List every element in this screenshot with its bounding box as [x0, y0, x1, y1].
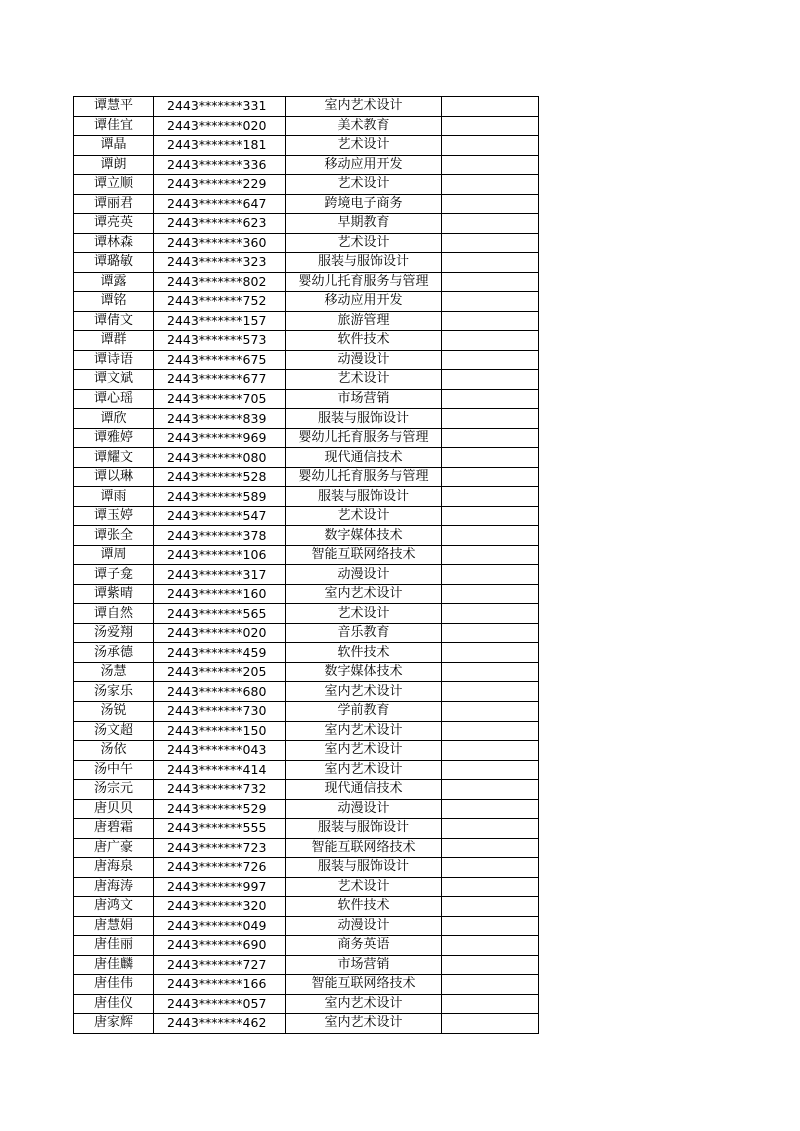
table-row [74, 623, 539, 643]
student-name-cell: 谭子龛 [74, 565, 154, 585]
remarks-cell [442, 780, 539, 800]
student-id-cell: 2443*******020 [154, 116, 286, 136]
table-row [74, 838, 539, 858]
remarks-cell [442, 897, 539, 917]
table-row [74, 643, 539, 663]
student-name-cell: 谭雅婷 [74, 428, 154, 448]
table-row [74, 799, 539, 819]
table-row [74, 955, 539, 975]
major-cell: 学前教育 [286, 701, 442, 721]
major-cell: 软件技术 [286, 897, 442, 917]
student-roster-table [73, 96, 539, 1034]
student-id-cell: 2443*******166 [154, 975, 286, 995]
major-cell: 音乐教育 [286, 623, 442, 643]
major-cell: 室内艺术设计 [286, 760, 442, 780]
major-cell: 智能互联网络技术 [286, 838, 442, 858]
major-cell: 服装与服饰设计 [286, 253, 442, 273]
table-row [74, 370, 539, 390]
student-name-cell: 谭璐敏 [74, 253, 154, 273]
remarks-cell [442, 428, 539, 448]
major-cell: 动漫设计 [286, 916, 442, 936]
remarks-cell [442, 936, 539, 956]
remarks-cell [442, 643, 539, 663]
major-cell: 数字媒体技术 [286, 662, 442, 682]
major-cell: 移动应用开发 [286, 155, 442, 175]
remarks-cell [442, 682, 539, 702]
student-id-cell: 2443*******547 [154, 506, 286, 526]
major-cell: 动漫设计 [286, 799, 442, 819]
remarks-cell [442, 1014, 539, 1034]
student-name-cell: 谭亮英 [74, 214, 154, 234]
remarks-cell [442, 955, 539, 975]
major-cell: 服装与服饰设计 [286, 409, 442, 429]
remarks-cell [442, 623, 539, 643]
student-id-cell: 2443*******320 [154, 897, 286, 917]
major-cell: 室内艺术设计 [286, 741, 442, 761]
table-row [74, 506, 539, 526]
table-row [74, 877, 539, 897]
remarks-cell [442, 819, 539, 839]
remarks-cell [442, 916, 539, 936]
student-id-cell: 2443*******106 [154, 545, 286, 565]
student-name-cell: 唐佳仪 [74, 994, 154, 1014]
student-id-cell: 2443*******680 [154, 682, 286, 702]
student-name-cell: 汤中午 [74, 760, 154, 780]
student-id-cell: 2443*******378 [154, 526, 286, 546]
student-id-cell: 2443*******462 [154, 1014, 286, 1034]
table-row [74, 233, 539, 253]
major-cell: 艺术设计 [286, 506, 442, 526]
student-id-cell: 2443*******157 [154, 311, 286, 331]
student-id-cell: 2443*******459 [154, 643, 286, 663]
student-name-cell: 汤家乐 [74, 682, 154, 702]
remarks-cell [442, 721, 539, 741]
remarks-cell [442, 97, 539, 117]
student-id-cell: 2443*******555 [154, 819, 286, 839]
table-row [74, 721, 539, 741]
remarks-cell [442, 350, 539, 370]
student-name-cell: 唐佳丽 [74, 936, 154, 956]
student-name-cell: 谭耀文 [74, 448, 154, 468]
major-cell: 现代通信技术 [286, 448, 442, 468]
student-name-cell: 谭雨 [74, 487, 154, 507]
student-id-cell: 2443*******317 [154, 565, 286, 585]
major-cell: 软件技术 [286, 331, 442, 351]
remarks-cell [442, 448, 539, 468]
major-cell: 服装与服饰设计 [286, 858, 442, 878]
table-row [74, 936, 539, 956]
student-id-cell: 2443*******057 [154, 994, 286, 1014]
student-id-cell: 2443*******229 [154, 175, 286, 195]
student-name-cell: 汤文超 [74, 721, 154, 741]
major-cell: 室内艺术设计 [286, 994, 442, 1014]
student-id-cell: 2443*******969 [154, 428, 286, 448]
student-name-cell: 谭心瑶 [74, 389, 154, 409]
student-id-cell: 2443*******336 [154, 155, 286, 175]
table-row [74, 584, 539, 604]
table-row [74, 487, 539, 507]
student-name-cell: 谭丽君 [74, 194, 154, 214]
remarks-cell [442, 662, 539, 682]
student-id-cell: 2443*******049 [154, 916, 286, 936]
major-cell: 婴幼儿托育服务与管理 [286, 428, 442, 448]
remarks-cell [442, 409, 539, 429]
table-row [74, 214, 539, 234]
student-id-cell: 2443*******723 [154, 838, 286, 858]
student-name-cell: 汤爱翔 [74, 623, 154, 643]
table-row [74, 604, 539, 624]
table-row [74, 545, 539, 565]
student-id-cell: 2443*******726 [154, 858, 286, 878]
major-cell: 市场营销 [286, 955, 442, 975]
student-id-cell: 2443*******802 [154, 272, 286, 292]
table-row [74, 194, 539, 214]
major-cell: 移动应用开发 [286, 292, 442, 312]
major-cell: 数字媒体技术 [286, 526, 442, 546]
student-id-cell: 2443*******997 [154, 877, 286, 897]
remarks-cell [442, 565, 539, 585]
remarks-cell [442, 838, 539, 858]
student-id-cell: 2443*******677 [154, 370, 286, 390]
table-row [74, 292, 539, 312]
student-name-cell: 谭以琳 [74, 467, 154, 487]
major-cell: 艺术设计 [286, 370, 442, 390]
student-name-cell: 谭张全 [74, 526, 154, 546]
student-id-cell: 2443*******528 [154, 467, 286, 487]
table-row [74, 253, 539, 273]
remarks-cell [442, 389, 539, 409]
remarks-cell [442, 584, 539, 604]
major-cell: 商务英语 [286, 936, 442, 956]
table-row [74, 760, 539, 780]
student-name-cell: 唐碧霜 [74, 819, 154, 839]
student-name-cell: 唐佳麟 [74, 955, 154, 975]
table-row [74, 662, 539, 682]
table-row [74, 116, 539, 136]
table-row [74, 409, 539, 429]
remarks-cell [442, 292, 539, 312]
student-id-cell: 2443*******727 [154, 955, 286, 975]
student-name-cell: 谭倩文 [74, 311, 154, 331]
student-name-cell: 唐海泉 [74, 858, 154, 878]
student-name-cell: 谭林森 [74, 233, 154, 253]
remarks-cell [442, 760, 539, 780]
student-name-cell: 谭周 [74, 545, 154, 565]
remarks-cell [442, 741, 539, 761]
table-row [74, 389, 539, 409]
student-name-cell: 汤承德 [74, 643, 154, 663]
remarks-cell [442, 799, 539, 819]
student-name-cell: 谭佳宜 [74, 116, 154, 136]
major-cell: 智能互联网络技术 [286, 545, 442, 565]
student-name-cell: 谭立顺 [74, 175, 154, 195]
student-id-cell: 2443*******150 [154, 721, 286, 741]
student-id-cell: 2443*******205 [154, 662, 286, 682]
student-id-cell: 2443*******675 [154, 350, 286, 370]
table-row [74, 331, 539, 351]
remarks-cell [442, 487, 539, 507]
student-name-cell: 唐家辉 [74, 1014, 154, 1034]
table-row [74, 155, 539, 175]
major-cell: 艺术设计 [286, 136, 442, 156]
major-cell: 早期教育 [286, 214, 442, 234]
table-row [74, 741, 539, 761]
student-name-cell: 唐鸿文 [74, 897, 154, 917]
table-row [74, 916, 539, 936]
remarks-cell [442, 858, 539, 878]
major-cell: 服装与服饰设计 [286, 819, 442, 839]
remarks-cell [442, 272, 539, 292]
student-id-cell: 2443*******331 [154, 97, 286, 117]
remarks-cell [442, 175, 539, 195]
major-cell: 室内艺术设计 [286, 1014, 442, 1034]
student-name-cell: 谭铭 [74, 292, 154, 312]
student-name-cell: 唐广豪 [74, 838, 154, 858]
student-id-cell: 2443*******565 [154, 604, 286, 624]
student-name-cell: 谭文斌 [74, 370, 154, 390]
major-cell: 动漫设计 [286, 565, 442, 585]
remarks-cell [442, 311, 539, 331]
student-name-cell: 唐慧娟 [74, 916, 154, 936]
remarks-cell [442, 877, 539, 897]
remarks-cell [442, 136, 539, 156]
major-cell: 现代通信技术 [286, 780, 442, 800]
student-id-cell: 2443*******730 [154, 701, 286, 721]
student-name-cell: 谭玉婷 [74, 506, 154, 526]
student-id-cell: 2443*******414 [154, 760, 286, 780]
table-row [74, 448, 539, 468]
table-row [74, 858, 539, 878]
major-cell: 室内艺术设计 [286, 682, 442, 702]
student-name-cell: 汤慧 [74, 662, 154, 682]
remarks-cell [442, 116, 539, 136]
remarks-cell [442, 994, 539, 1014]
major-cell: 艺术设计 [286, 175, 442, 195]
major-cell: 智能互联网络技术 [286, 975, 442, 995]
student-id-cell: 2443*******690 [154, 936, 286, 956]
student-name-cell: 唐海涛 [74, 877, 154, 897]
table-row [74, 780, 539, 800]
table-row [74, 897, 539, 917]
student-name-cell: 谭晶 [74, 136, 154, 156]
student-id-cell: 2443*******181 [154, 136, 286, 156]
student-name-cell: 唐佳伟 [74, 975, 154, 995]
student-name-cell: 谭群 [74, 331, 154, 351]
table-row [74, 428, 539, 448]
remarks-cell [442, 194, 539, 214]
student-id-cell: 2443*******839 [154, 409, 286, 429]
remarks-cell [442, 370, 539, 390]
student-name-cell: 谭朗 [74, 155, 154, 175]
student-name-cell: 谭慧平 [74, 97, 154, 117]
major-cell: 婴幼儿托育服务与管理 [286, 272, 442, 292]
remarks-cell [442, 214, 539, 234]
student-name-cell: 汤依 [74, 741, 154, 761]
table-row [74, 975, 539, 995]
student-id-cell: 2443*******020 [154, 623, 286, 643]
student-name-cell: 唐贝贝 [74, 799, 154, 819]
student-id-cell: 2443*******360 [154, 233, 286, 253]
table-row [74, 565, 539, 585]
student-id-cell: 2443*******323 [154, 253, 286, 273]
major-cell: 市场营销 [286, 389, 442, 409]
student-id-cell: 2443*******623 [154, 214, 286, 234]
remarks-cell [442, 701, 539, 721]
student-name-cell: 汤宗元 [74, 780, 154, 800]
table-row [74, 701, 539, 721]
student-name-cell: 谭紫晴 [74, 584, 154, 604]
major-cell: 室内艺术设计 [286, 584, 442, 604]
student-id-cell: 2443*******589 [154, 487, 286, 507]
remarks-cell [442, 253, 539, 273]
student-id-cell: 2443*******732 [154, 780, 286, 800]
table-row [74, 175, 539, 195]
major-cell: 艺术设计 [286, 877, 442, 897]
remarks-cell [442, 975, 539, 995]
student-name-cell: 汤锐 [74, 701, 154, 721]
remarks-cell [442, 526, 539, 546]
major-cell: 婴幼儿托育服务与管理 [286, 467, 442, 487]
table-row [74, 311, 539, 331]
table-row [74, 1014, 539, 1034]
student-name-cell: 谭自然 [74, 604, 154, 624]
table-row [74, 467, 539, 487]
remarks-cell [442, 604, 539, 624]
table-row [74, 272, 539, 292]
table-row [74, 994, 539, 1014]
remarks-cell [442, 545, 539, 565]
table-row [74, 819, 539, 839]
major-cell: 动漫设计 [286, 350, 442, 370]
table-row [74, 682, 539, 702]
major-cell: 艺术设计 [286, 233, 442, 253]
major-cell: 室内艺术设计 [286, 721, 442, 741]
student-id-cell: 2443*******647 [154, 194, 286, 214]
table-row [74, 350, 539, 370]
remarks-cell [442, 233, 539, 253]
major-cell: 服装与服饰设计 [286, 487, 442, 507]
remarks-cell [442, 506, 539, 526]
major-cell: 旅游管理 [286, 311, 442, 331]
remarks-cell [442, 467, 539, 487]
major-cell: 跨境电子商务 [286, 194, 442, 214]
student-id-cell: 2443*******573 [154, 331, 286, 351]
major-cell: 软件技术 [286, 643, 442, 663]
table-row [74, 136, 539, 156]
remarks-cell [442, 331, 539, 351]
student-id-cell: 2443*******043 [154, 741, 286, 761]
table-row [74, 526, 539, 546]
student-id-cell: 2443*******705 [154, 389, 286, 409]
student-name-cell: 谭诗语 [74, 350, 154, 370]
table-row [74, 97, 539, 117]
major-cell: 室内艺术设计 [286, 97, 442, 117]
roster-body [74, 97, 539, 1034]
student-id-cell: 2443*******080 [154, 448, 286, 468]
student-name-cell: 谭露 [74, 272, 154, 292]
student-name-cell: 谭欣 [74, 409, 154, 429]
remarks-cell [442, 155, 539, 175]
student-id-cell: 2443*******529 [154, 799, 286, 819]
student-id-cell: 2443*******160 [154, 584, 286, 604]
student-id-cell: 2443*******752 [154, 292, 286, 312]
major-cell: 美术教育 [286, 116, 442, 136]
major-cell: 艺术设计 [286, 604, 442, 624]
